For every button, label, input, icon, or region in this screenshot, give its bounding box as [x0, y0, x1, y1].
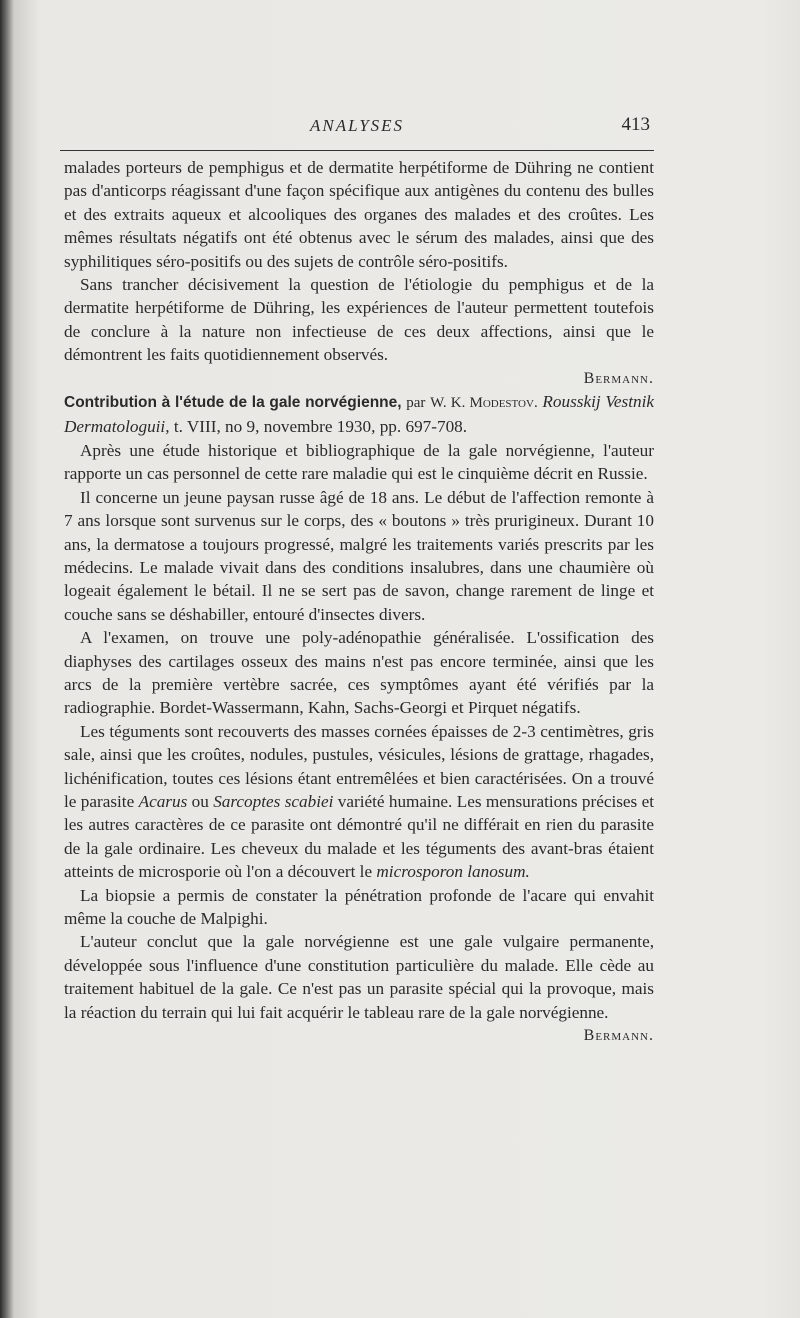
taxon-microsporon: microsporon lanosum. [376, 862, 530, 882]
paragraph: malades porteurs de pemphigus et de dermatite herpétiforme de Dühring ne contient pas d'anticorps réagissant d'une façon spécifique aux antigènes du contenu des bulles et des extraits aqueux et alcooliques des organes des malades et des croûtes. Les mêmes résultats négatifs ont été obtenus avec le sérum des malades, ainsi que des syphilitiques séro-positifs ou des sujets de contrôle séro-positifs. [64, 158, 654, 271]
page-body [64, 156, 654, 1047]
article-title [64, 390, 654, 439]
paragraph-teguments [64, 720, 654, 884]
article-journal: Rousskij Vestnik Dermatologuii, [64, 392, 654, 437]
paragraph: Il concerne un jeune paysan russe âgé de 18 ans. Le début de l'affection remonte à 7 ans lorsque sont survenus sur le corps, des « boutons » très prurigineux. Durant 10 ans, la dermatose a toujours progressé, malgré les traitements variés prescrits par les médecins. Le malade vivait dans des conditions insalubres, dans une chaumière où logeait également le bétail. Il ne se sert pas de savon, change rarement de linge et couche sans se déshabiller, entouré d'insectes divers. [64, 487, 654, 624]
text-run: variété humaine. Les mensurations précises et les autres caractères de ce parasite ont démontré qu'il ne différait en rien du parasite de la gale ordinaire. Les cheveux du malade et les téguments des avant-bras étaient atteints de microsporie où l'on a découvert le [64, 791, 655, 882]
taxon-acarus: Acarus [138, 791, 188, 811]
paragraph: L'auteur conclut que la gale norvégienne est une gale vulgaire permanente, développée sous l'influence d'une constitution particulière du malade. Elle cède au traitement habituel de la gale. Ce n'est pas un parasite spécial qui la provoque, mais la réaction du terrain qui lui fait acquérir le tableau rare de la gale norvégienne. [64, 932, 654, 1022]
article-details: t. VIII, no 9, novembre 1930, pp. 697-708. [173, 417, 468, 437]
paragraph: A l'examen, on trouve une poly-adénopathie généralisée. L'ossification des diaphyses des cartilages osseux des mains n'est pas encore terminée, ainsi que les arcs de la première vertèbre sacrée, ces symptômes ayant été vérifiés par la radiographie. Bordet-Wassermann, Kahn, Sachs-Georgi et Pirquet négatifs. [64, 628, 654, 718]
article-by: par [406, 395, 426, 412]
page-header [60, 110, 654, 151]
article-author: W. K. Modestov. [430, 395, 538, 412]
signature: Bermann. [583, 369, 654, 387]
paragraph: Sans trancher décisivement la question de l'étiologie du pemphigus et de la dermatite herpétiforme de Dühring, les expériences de l'auteur permettent toutefois de conclure à la nature non infectieuse de ces deux affections, ainsi que le démontrent les faits quotidiennement observés. [64, 275, 654, 365]
paragraph: Après une étude historique et bibliographique de la gale norvégienne, l'auteur rapporte un cas personnel de cette rare maladie qui est le cinquième décrit en Russie. [64, 440, 654, 484]
text-run: Les téguments sont recouverts des masses cornées épaisses de 2-3 centimètres, gris sale, ainsi que les croûtes, nodules, pustules, vésicules, lésions de grattage, rhagades, lichénification, toutes ces lésions étant entremêlées et bien caractérisées. On a trouvé le parasite [64, 721, 654, 811]
signature: Bermann. [583, 1027, 654, 1045]
running-title: ANALYSES [309, 116, 405, 135]
taxon-sarcoptes: Sarcoptes scabiei [213, 791, 334, 811]
article-title-text: Contribution à l'étude de la gale norvégienne, [64, 394, 402, 412]
paragraph: La biopsie a permis de constater la pénétration profonde de l'acare qui envahit même la couche de Malpighi. [64, 885, 654, 928]
page-number: 413 [621, 114, 650, 135]
text-run: ou [191, 791, 209, 811]
